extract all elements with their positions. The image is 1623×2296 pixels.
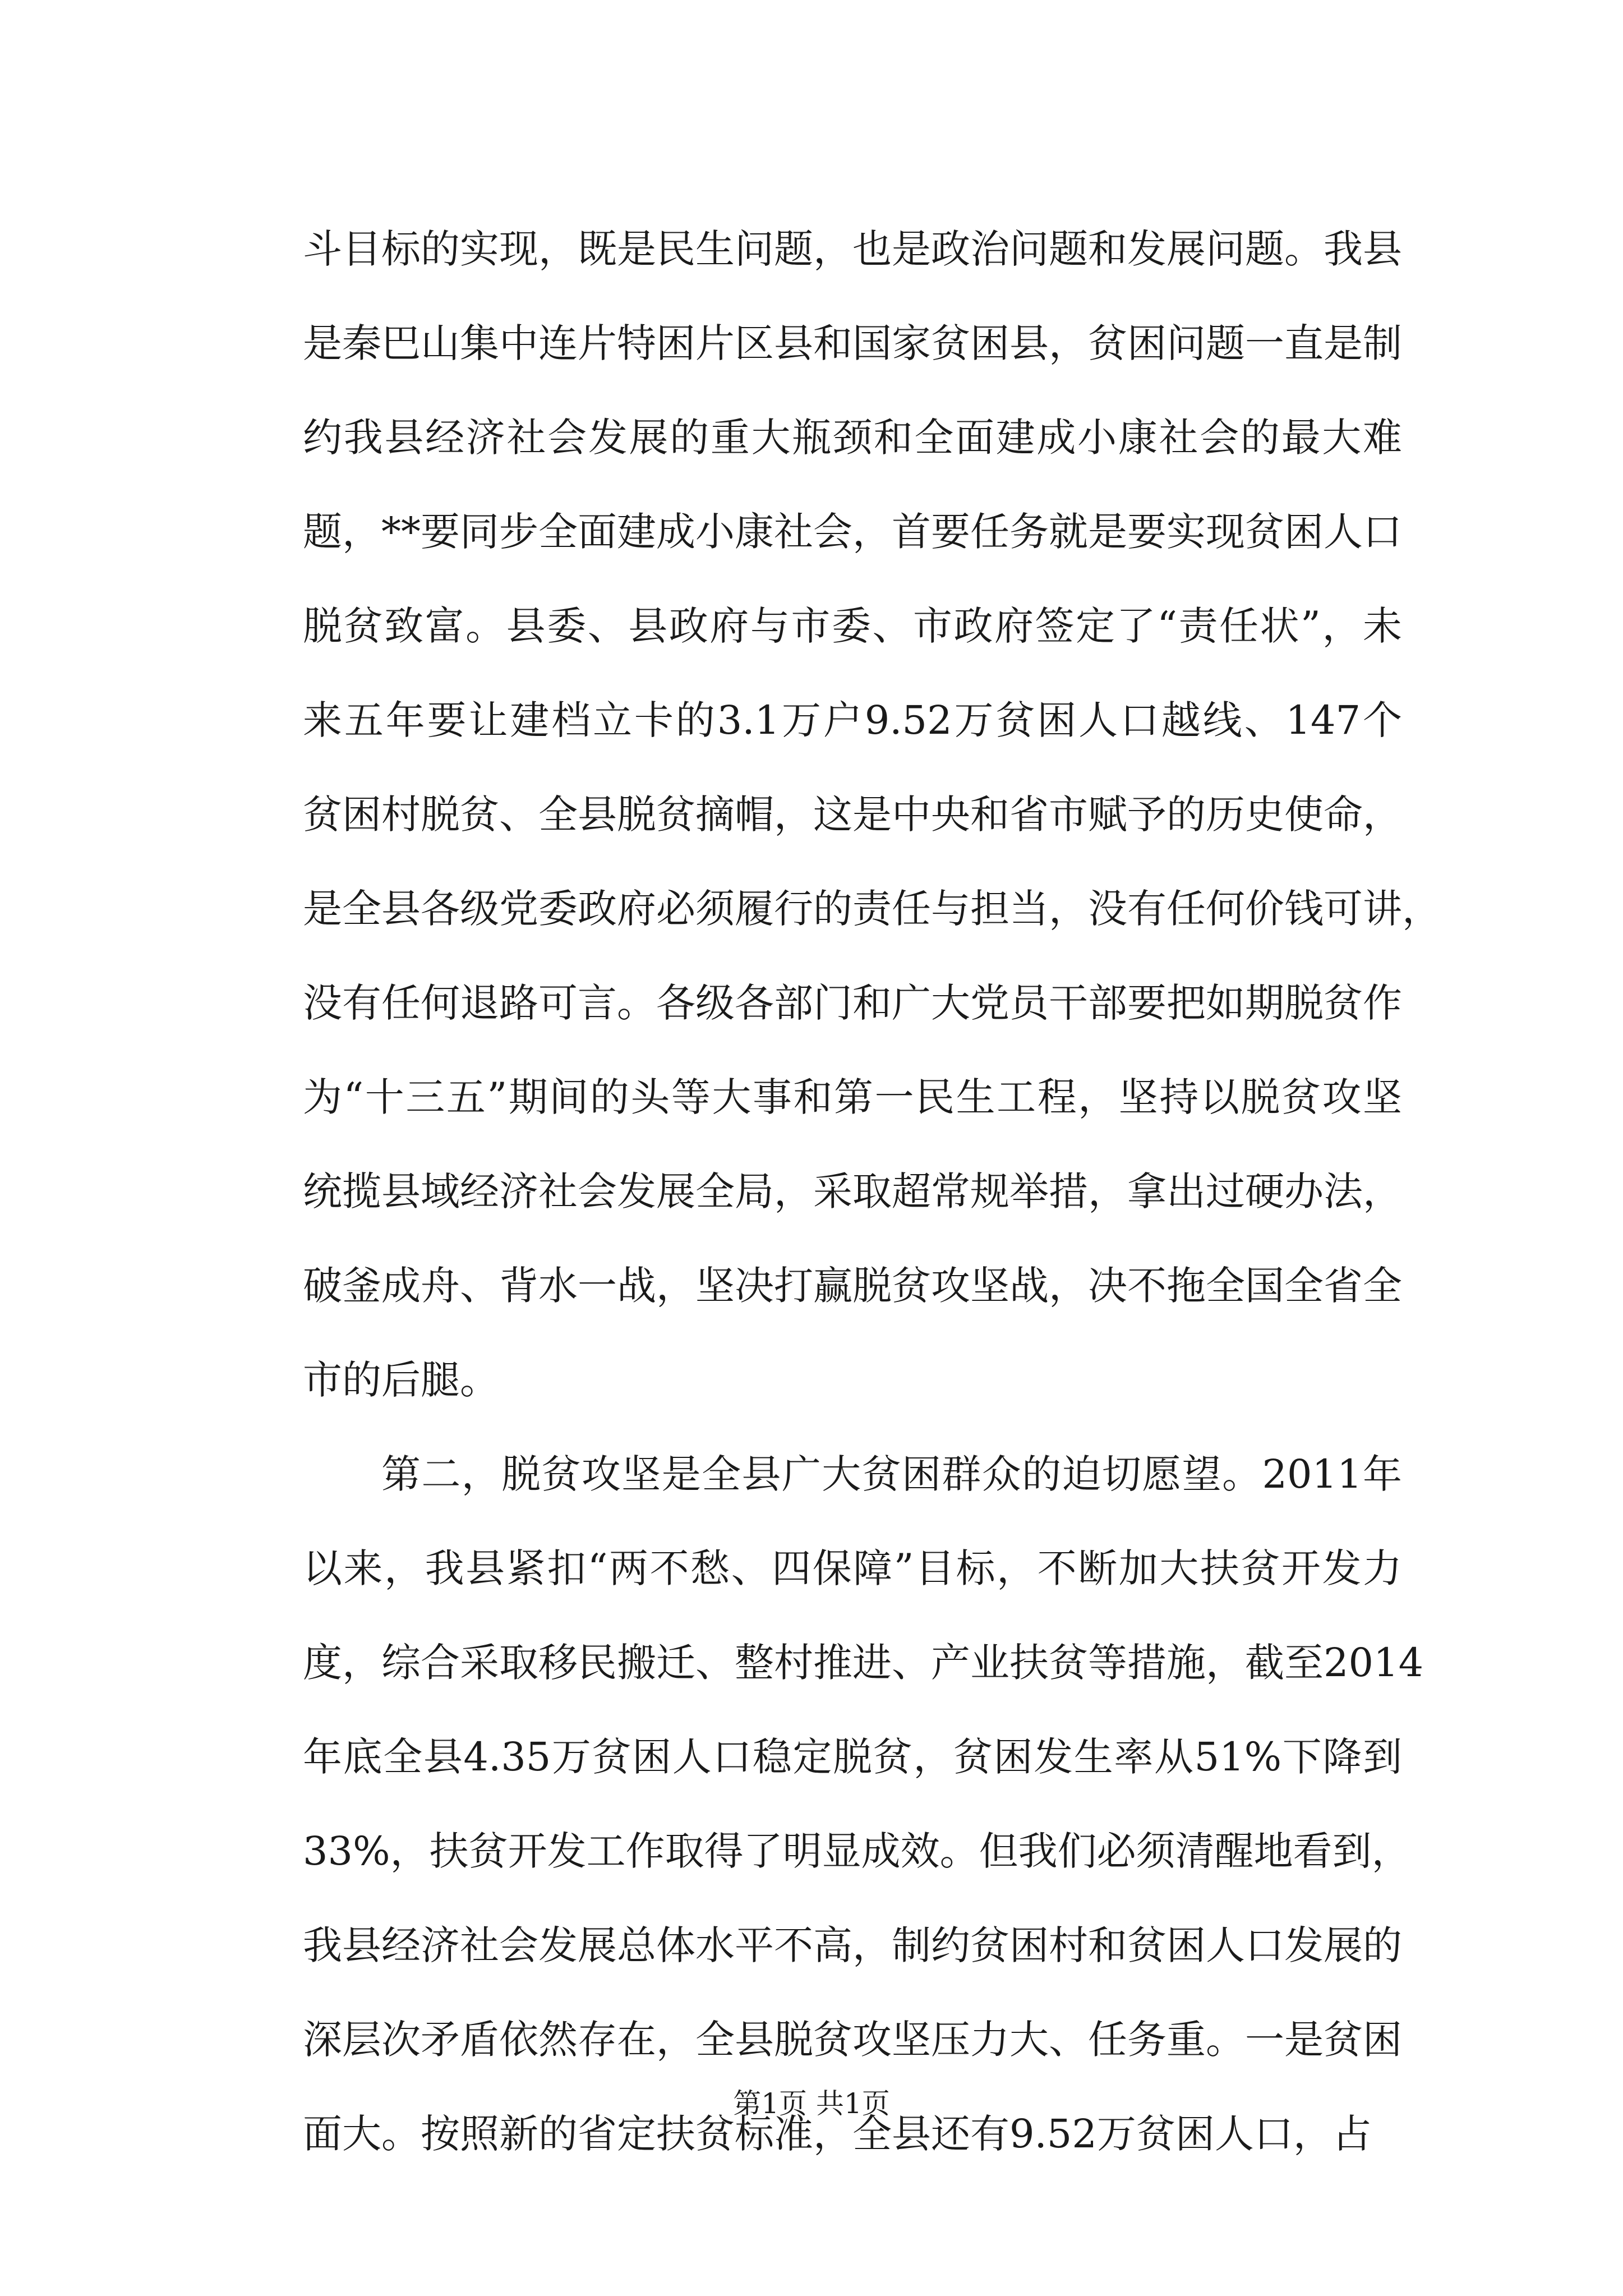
- text-line: 是全县各级党委政府必须履行的责任与担当，没有任何价钱可讲，: [303, 886, 1441, 932]
- text-line: 来五年要让建档立卡的3.1万户9.52万贫困人口越线、147个: [303, 697, 1402, 743]
- text-line: 33%，扶贫开发工作取得了明显成效。但我们必须清醒地看到，: [303, 1828, 1411, 1874]
- document-body: [303, 202, 1441, 2181]
- text-line: 斗目标的实现，既是民生问题，也是政治问题和发展问题。我县: [303, 226, 1402, 272]
- text-line: 题，**要同步全面建成小康社会，首要任务就是要实现贫困人口: [303, 509, 1402, 555]
- text-line: 深层次矛盾依然存在，全县脱贫攻坚压力大、任务重。一是贫困: [303, 2017, 1402, 2063]
- text-line: 约我县经济社会发展的重大瓶颈和全面建成小康社会的最大难: [303, 415, 1402, 461]
- text-line: 是秦巴山集中连片特困片区县和国家贫困县，贫困问题一直是制: [303, 320, 1402, 366]
- text-line: 统揽县域经济社会发展全局，采取超常规举措，拿出过硬办法，: [303, 1168, 1402, 1214]
- text-line: 贫困村脱贫、全县脱贫摘帽，这是中央和省市赋予的历史使命，: [303, 792, 1402, 838]
- text-line: 为“十三五”期间的头等大事和第一民生工程，坚持以脱贫攻坚: [303, 1074, 1402, 1120]
- text-line: 以来，我县紧扣“两不愁、四保障”目标，不断加大扶贫开发力: [303, 1545, 1402, 1591]
- paragraph: [303, 202, 1441, 1427]
- text-line: 第二，脱贫攻坚是全县广大贫困群众的迫切愿望。2011年: [381, 1451, 1402, 1497]
- text-line: 破釜成舟、背水一战，坚决打赢脱贫攻坚战，决不拖全国全省全: [303, 1263, 1402, 1309]
- text-line: 度，综合采取移民搬迁、整村推进、产业扶贫等措施，截至2014: [303, 1640, 1424, 1686]
- text-line: 市的后腿。: [303, 1357, 499, 1403]
- page-footer: 第1页 共1页: [733, 2087, 890, 2120]
- text-line: 没有任何退路可言。各级各部门和广大党员干部要把如期脱贫作: [303, 980, 1402, 1026]
- text-line: 脱贫致富。县委、县政府与市委、市政府签定了“责任状”，未: [303, 603, 1402, 649]
- text-line: 面大。按照新的省定扶贫标准，全县还有9.52万贫困人口，占: [303, 2111, 1372, 2157]
- paragraph: [303, 1427, 1424, 2181]
- text-line: 我县经济社会发展总体水平不高，制约贫困村和贫困人口发展的: [303, 1922, 1402, 1968]
- text-line: 年底全县4.35万贫困人口稳定脱贫，贫困发生率从51%下降到: [303, 1734, 1402, 1780]
